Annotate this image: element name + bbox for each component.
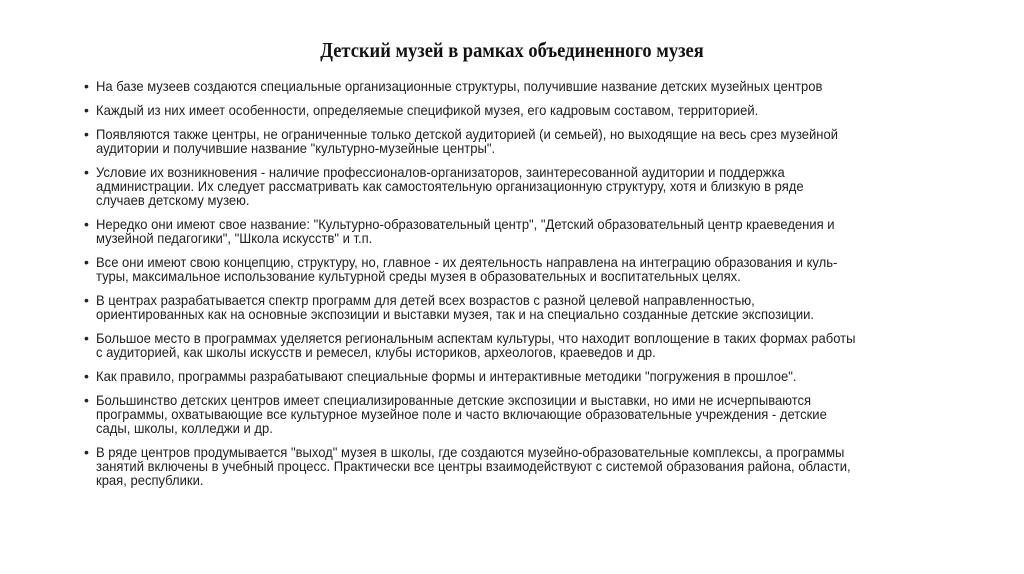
bullet-text-line: сады, школы, колледжи и др. xyxy=(96,420,273,436)
bullet-item xyxy=(84,165,964,207)
bullet-icon: • xyxy=(84,254,89,270)
bullet-text-line: Нередко они имеют свое название: "Культурно-образовательный центр", "Детский образовательный центр краеведения и xyxy=(96,216,835,232)
bullet-item xyxy=(84,369,964,383)
bullet-icon: • xyxy=(84,78,89,94)
bullet-item xyxy=(84,393,964,435)
bullet-text-line: Все они имеют свою концепцию, структуру, но, главное - их деятельность направлена на интеграцию образования и куль- xyxy=(96,254,838,270)
bullet-icon: • xyxy=(84,126,89,142)
bullet-icon: • xyxy=(84,392,89,408)
bullet-item xyxy=(84,217,964,245)
bullet-text-line: туры, максимальное использование культурной среды музея в образовательных и воспитательных целях. xyxy=(96,268,741,284)
bullet-icon: • xyxy=(84,444,89,460)
bullet-icon: • xyxy=(84,216,89,232)
bullet-text-line: края, республики. xyxy=(96,472,204,488)
bullet-text-line: администрации. Их следует рассматривать как самостоятельную организационную структуру, хотя и близкую в ряде xyxy=(96,178,804,194)
bullet-text-line: Большое место в программах уделяется региональным аспектам культуры, что находит воплощение в таких формах работы xyxy=(96,330,856,346)
bullet-text-line: занятий включены в учебный процесс. Практически все центры взаимодействуют с системой образования района, области, xyxy=(96,458,851,474)
bullet-item xyxy=(84,79,964,93)
bullet-text-line: случаев детскому музею. xyxy=(96,192,250,208)
bullet-text-line: Появляются также центры, не ограниченные только детской аудиторией (и семьей), но выходящие на весь срез музейной xyxy=(96,126,839,142)
bullet-text-line: музейной педагогики", "Школа искусств" и т.п. xyxy=(96,230,373,246)
bullet-icon: • xyxy=(84,164,89,180)
bullet-item xyxy=(84,255,964,283)
bullet-text-line: программы, охватывающие все культурное музейное поле и часто включающие образовательные учреждения - детские xyxy=(96,406,827,422)
bullet-icon: • xyxy=(84,102,89,118)
bullet-icon: • xyxy=(84,292,89,308)
bullet-item xyxy=(84,445,964,487)
bullet-text-line: На базе музеев создаются специальные организационные структуры, получившие название детских музейных центров xyxy=(96,78,823,94)
bullet-icon: • xyxy=(84,368,89,384)
bullet-item xyxy=(84,103,964,117)
bullet-list xyxy=(84,79,964,497)
bullet-item xyxy=(84,331,964,359)
bullet-text-line: В ряде центров продумывается "выход" музея в школы, где создаются музейно-образовательные комплексы, а программы xyxy=(96,444,845,460)
bullet-text-line: с аудиторией, как школы искусств и ремесел, клубы историков, археологов, краеведов и др. xyxy=(96,344,656,360)
bullet-text-line: Каждый из них имеет особенности, определяемые спецификой музея, его кадровым составом, территорией. xyxy=(96,102,759,118)
bullet-text-line: аудитории и получившие название "культурно-музейные центры". xyxy=(96,140,496,156)
bullet-text-line: В центрах разрабатывается спектр программ для детей всех возрастов с разной целевой направленностью, xyxy=(96,292,755,308)
bullet-item xyxy=(84,127,964,155)
bullet-item xyxy=(84,293,964,321)
bullet-text-line: Большинство детских центров имеет специализированные детские экспозиции и выставки, но ими не исчерпываются xyxy=(96,392,812,408)
slide-title: Детский музей в рамках объединенного музея xyxy=(320,38,704,62)
bullet-text-line: Условие их возникновения - наличие профессионалов-организаторов, заинтересованной аудитории и поддержка xyxy=(96,164,785,180)
bullet-text-line: Как правило, программы разрабатывают специальные формы и интерактивные методики "погружения в прошлое". xyxy=(96,368,797,384)
bullet-text-line: ориентированных как на основные экспозиции и выставки музея, так и на специально созданные детские экспозиции. xyxy=(96,306,815,322)
bullet-icon: • xyxy=(84,330,89,346)
